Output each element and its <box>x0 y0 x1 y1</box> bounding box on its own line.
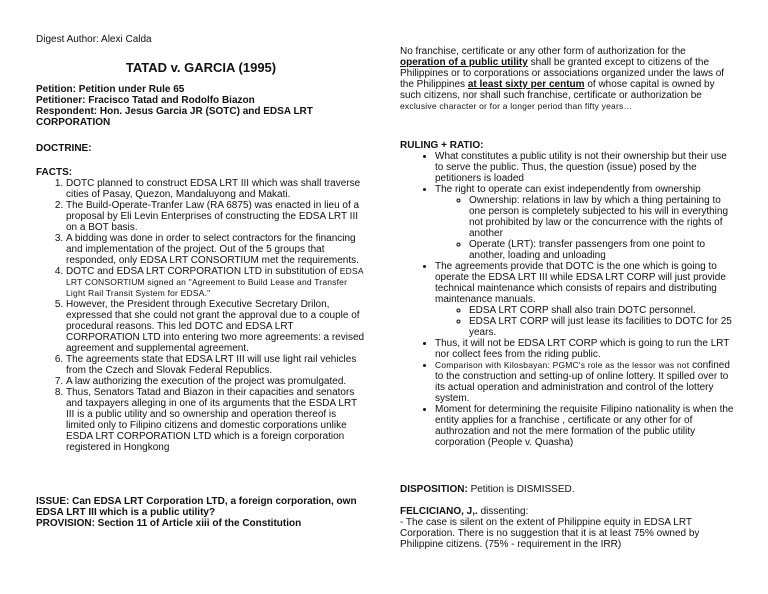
ruling-sublist <box>435 195 734 261</box>
fact-item: 6. The agreements state that EDSA LRT III will use light rail vehicles from the Czech and Slovak Federal Republics. <box>66 354 366 376</box>
provision-emphasis: operation of a public utility <box>400 57 528 68</box>
facts-section <box>36 167 366 453</box>
ruling-item: • Thus, it will not be EDSA LRT CORP which is going to run the LRT nor collect fees from the riding public. <box>435 338 734 360</box>
issue-section <box>36 496 366 529</box>
facts-list <box>36 178 366 453</box>
case-header <box>36 84 366 128</box>
issue-line: ISSUE: Can EDSA LRT Corporation LTD, a foreign corporation, own EDSA LRT III which is a public utility? <box>36 496 357 518</box>
ruling-heading: RULING + RATIO: <box>400 140 484 151</box>
ruling-item-text: The right to operate can exist independently from ownership <box>435 184 701 195</box>
ruling-subitem: ◦ EDSA LRT CORP will just lease its facilities to DOTC for 25 years. <box>469 316 734 338</box>
provision-text-part: No franchise, certificate or any other form of authorization for the <box>400 46 686 57</box>
fact-item: 1. DOTC planned to construct EDSA LRT III which was shall traverse cities of Pasay, Quezon, Mandaluyong and Makati. <box>66 178 366 200</box>
ruling-small-text: Comparison with Kilosbayan: PGMC's role as the lessor was not <box>435 360 690 370</box>
ruling-subitem: ◦ EDSA LRT CORP shall also train DOTC personnel. <box>469 305 734 316</box>
fact-item: 2. The Build-Operate-Tranfer Law (RA 6875) was enacted in lieu of a proposal by Eli Levin Enterprises of constructing the EDSA LRT III on a BOT basis. <box>66 200 366 233</box>
case-title: TATAD v. GARCIA (1995) <box>125 60 277 75</box>
dissent-section <box>400 506 734 550</box>
ruling-item-text: confined to the construction and setting-up of online lottery. It spilled over to its actual operation and administration and control of the lottery system. <box>435 360 730 404</box>
fact-item: 7. A law authorizing the execution of the project was promulgated. <box>66 376 366 387</box>
facts-heading: FACTS: <box>36 167 73 178</box>
ruling-item: • What constitutes a public utility is not their ownership but their use to serve the public. Thus, the question (issue) posed by the petitioners is loaded <box>435 151 734 184</box>
ruling-subitem: ◦ Ownership: relations in law by which a thing pertaining to one person is completely subjected to his will in everything not prohibited by law or the concurrence with the rights of another <box>469 195 734 239</box>
dissent-suffix: dissenting: <box>480 506 529 517</box>
fact-text: DOTC and EDSA LRT CORPORATION LTD in substitution of <box>66 266 338 277</box>
petition-line: Petition: Petition under Rule 65 <box>36 84 185 95</box>
fact-item <box>66 266 366 299</box>
ruling-list <box>400 151 734 448</box>
doctrine-heading: DOCTRINE: <box>36 143 92 154</box>
ruling-item: • Moment for determining the requisite Filipino nationality is when the entity applies for a franchise , certificate or any other for of authrozation and not the mere formation of the public utility corporation (People v. Quasha) <box>435 404 734 448</box>
respondent-line: Respondent: Hon. Jesus Garcia JR (SOTC) and EDSA LRT CORPORATION <box>36 106 313 128</box>
dissent-justice: FELCICIANO, J,. <box>400 506 478 517</box>
disposition-label: DISPOSITION: <box>400 484 468 495</box>
fact-small-text: EDSA LRT CONSORTIUM signed an "Agreement to Build Lease and Transfer Light Rail Transit System for EDSA." <box>66 266 364 298</box>
petitioner-line: Petitioner: Fracisco Tatad and Rodolfo Biazon <box>36 95 255 106</box>
ruling-section <box>400 140 734 448</box>
ruling-subitem: ◦ Operate (LRT): transfer passengers from one point to another, loading and unloading <box>469 239 734 261</box>
ruling-item <box>435 261 734 338</box>
digest-author: Digest Author: Alexi Calda <box>36 34 152 45</box>
provision-text <box>400 46 734 112</box>
ruling-sublist <box>435 305 734 338</box>
disposition-text: Petition is DISMISSED. <box>470 484 575 495</box>
fact-item: 8. Thus, Senators Tatad and Biazon in their capacities and senators and taxpayers alleging in one of its arguments that the ESDA LRT III is a public utility and so ownership and operation thereof is limited only to Filipino citizens and domestic corporations unlike ESDA LRT CORPORATION LTD which is a foreign corporation registered in Hongkong <box>66 387 366 453</box>
ruling-item <box>435 360 734 404</box>
dissent-heading <box>400 506 734 517</box>
ruling-item-text: The agreements provide that DOTC is the one which is going to operate the EDSA LRT III while EDSA LRT CORP will just provide technical maintenance which consists of repairs and distributing maintenance manuals. <box>435 261 726 305</box>
provision-line: PROVISION: Section 11 of Article xiii of the Constitution <box>36 518 302 529</box>
ruling-item <box>435 184 734 261</box>
provision-small-text: exclusive character or for a longer period than fifty years… <box>400 101 633 111</box>
provision-text-part: of whose capital is owned by such citizens, nor shall such franchise, certificate or authorization be <box>400 79 715 101</box>
provision-text-part: shall be granted except to citizens of the Philippines or to corporations or associations organized under the laws of the Philippines <box>400 57 725 90</box>
fact-item: 3. A bidding was done in order to select contractors for the financing and implementation of the project. Out of the 5 groups that responded, only EDSA LRT CONSORTIUM met the requirements. <box>66 233 366 266</box>
provision-emphasis: at least sixty per centum <box>467 79 585 90</box>
fact-item: 5. However, the President through Executive Secretary Drilon, expressed that she could not grant the approval due to a couple of procedural reasons. This led DOTC and EDSA LRT CORPORATION LTD into entering two more agreements: a revised agreement and supplemental agreement. <box>66 299 366 354</box>
disposition <box>400 484 734 495</box>
dissent-text: - The case is silent on the extent of Philippine equity in EDSA LRT Corporation. There is no suggestion that it is at least 75% owned by Philippine citizens. (75% - requirement in the IRR) <box>400 517 700 550</box>
